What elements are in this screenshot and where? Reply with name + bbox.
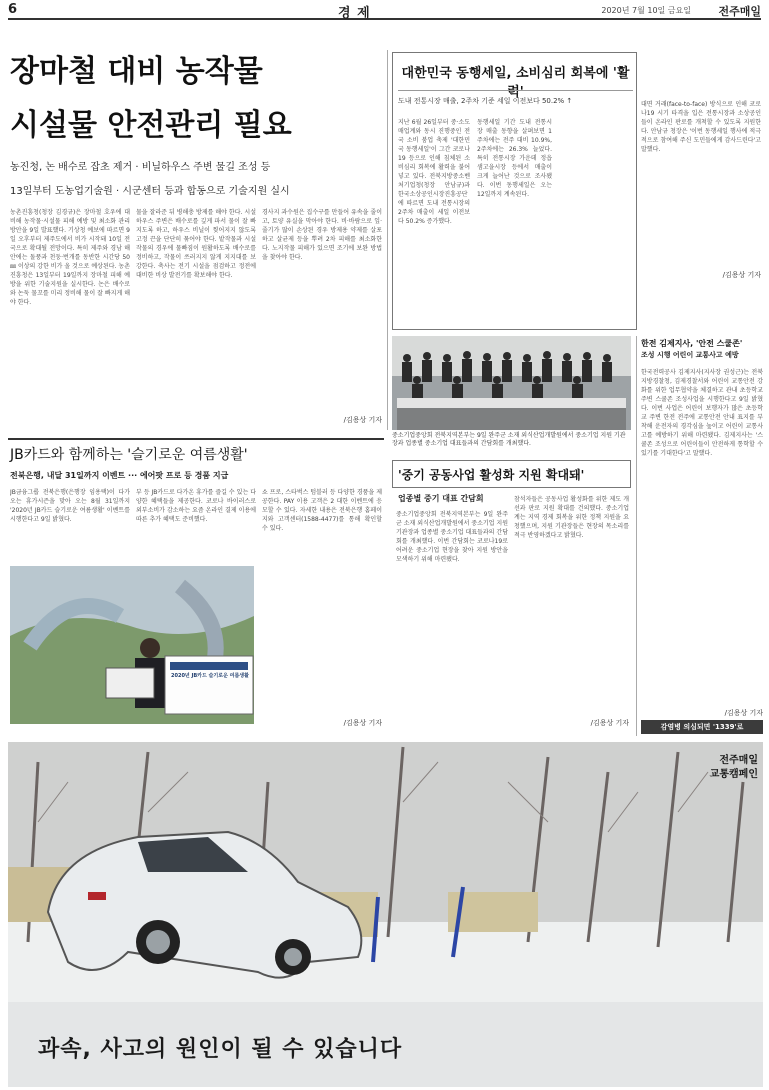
jbcard-title: JB카드와 함께하는 '슬기로운 여름생활' <box>10 447 248 463</box>
sale-article-title: 대한민국 동행세일, 소비심리 회복에 '활력' <box>401 66 630 100</box>
jbcard-photo <box>10 566 254 724</box>
health-ad-banner: 감염병 의심되면 '1339'로 <box>641 720 763 734</box>
meeting-photo <box>392 336 631 430</box>
lead-body-col3: 경사지 과수원은 집수구를 만들어 유속을 줄이고, 토양 유실을 막아야 한다. 비·바람으로 잎·줄기가 많이 손상된 경우 방제용 약제를 살포하고 살균제 등을 뿌려 2차 피해를 최소화한다. 노지작물 피해가 있으면 조기에 보완 방법을 찾아야 한다. <box>262 209 382 261</box>
kepco-title: 한전 김제지사, '안전 스쿨존' <box>641 339 743 348</box>
jbcard-body-col1: JB금융그룹 전북은행(은행장 임용택)이 다가오는 휴가시즌을 맞아 오는 8월 31일까지 '2020년 JB카드 슬기로운 여름생활' 이벤트를 시행한다고 9일 밝혔다. <box>10 489 130 523</box>
sme-body-col1: 중소기업중앙회 전북지역본부는 9일 완주군 소재 외식산업개발원에서 중소기업 지원 기관장과 업종별 중소기업 대표들과의 간담회를 개최했다. 이번 간담회는 코로나19로 어려운 중소기업 현장을 찾아 지원 방안을 모색하기 위해 마련됐다. <box>396 511 508 563</box>
jbcard-subtitle: 전북은행, 내달 31일까지 이벤트 ··· 에어팟 프로 등 경품 지급 <box>10 471 229 480</box>
kepco-byline: /김용상 기자 <box>724 709 763 717</box>
lead-title-line2: 시설물 안전관리 필요 <box>10 108 292 143</box>
page-number: 6 <box>8 2 18 17</box>
jbcard-byline: /김용상 기자 <box>343 719 382 727</box>
sale-byline: /김용상 기자 <box>722 271 761 279</box>
campaign-slogan: 과속, 사고의 원인이 될 수 있습니다 <box>38 1037 403 1062</box>
lead-body-col1: 농촌진흥청(청장 김경규)은 장마철 호우에 대비해 농작물·시설물 피해 예방 및 최소화 관리방안을 9일 발표했다. 기상청 예보에 따르면 9일 오후부터 제주도에서 비가 시작돼 10일 전국으로 확대될 전망이다. 특히 제주와 경남 해안에는 돌풍과 천둥·번개를 동반한 시간당 50㎜ 이상의 강한 비가 올 것으로 예상된다. 농촌진흥청은 13일부터 19일까지 장마철 피해 예방을 위한 기술지원을 실시한다. 논은 배수로와 논둑 물꼬를 미리 정비해 물이 잘 빠지게 해야 한다. <box>10 209 130 306</box>
column-divider-right <box>636 336 637 736</box>
sale-body-col2: 동행세일 기간 도내 전통시장 매출 동향을 살펴보면 1주차에는 전주 대비 10.9%, 2주차에는 26.3% 늘었다. 특히 전통시장 가운데 정읍 샘고을시장 등에서 매출이 크게 늘어난 것으로 조사됐다. 이번 동행세일은 오는 12일까지 계속된다. <box>477 119 552 198</box>
jbcard-body-col2: 부 등 JB카드로 다가온 휴가를 즐길 수 있는 다양한 혜택들을 제공한다. 코로나 바이러스로 외부소비가 감소하는 요즘 온라인 결제 이용에 따른 추가 혜택도 준비했다. <box>136 489 256 523</box>
lead-body-col2: 물을 잘라준 뒤 병해충 방제를 해야 한다. 시설하우스 주변은 배수로를 깊게 파서 물이 잘 빠지도록 하고, 하우스 비닐이 찢어지지 않도록 고정 끈을 단단히 묶어야 한다. 밭작물과 시설작물의 경우에 물빠짐이 원활하도록 배수로를 정비하고, 작물이 쓰러지지 않게 지지대를 보강한다. 축사는 전기 시설을 점검하고 정전에 대비한 비상 발전기를 확보해야 한다. <box>136 209 256 279</box>
lead-subtitle-2: 13일부터 도농업기술원 · 시군센터 등과 합동으로 기술지원 실시 <box>10 186 290 197</box>
lead-title-line1: 장마철 대비 농작물 <box>10 54 263 89</box>
sale-body-col1: 지난 6월 26일부터 중·소도매업계와 동시 진행중인 전국 소비 붐업 축제 '대한민국 동행세일'이 그간 코로나19 등으로 인해 침체된 소비심리 회복에 활력을 불어넣고 있다. 전북지방중소벤처기업청(청장 안남규)과 한국소상공인시장진흥공단에 따르면 도내 전통시장의 2주차 매출이 세일 이전보다 50.2% 증가했다. <box>398 119 470 225</box>
sme-article-title: '중기 공동사업 활성화 지원 확대돼' <box>398 468 585 482</box>
sme-body-col2: 참석자들은 공동사업 활성화를 위한 제도 개선과 판로 지원 확대를 건의했다. 중소기업계는 지역 경제 회복을 위한 정책 지원을 요청했으며, 지원 기관장들은 현장의 목소리를 적극 반영하겠다고 밝혔다. <box>514 496 629 539</box>
kepco-body: 한국전력공사 김제지사(지사장 권성근)는 전북지방경찰청, 김제경찰서와 어린이 교통안전 강화를 위한 업무협약을 체결하고 관내 초등학교 주변 스쿨존 조성사업을 시행한다고 9일 밝혔다. 이번 사업은 어린이 보행자가 많은 초등학교 주변 한전 전주에 교통안전 안내 표지를 부착해 운전자의 경각심을 높이고 어린이 교통사고를 예방하기 위해 마련됐다. 김제지사는 '스쿨존 조성으로 어린이들이 안전하게 통학할 수 있기를 기대한다'고 말했다. <box>641 369 763 457</box>
column-divider <box>387 50 388 430</box>
sale-body-col3: 대면 거래(face-to-face) 방식으로 인해 코로나19 시기 타격을 입은 전통시장과 소상공인들이 온라인 판로를 개척할 수 있도록 지원한다. 안남규 청장은 '이번 동행세일 행사에 적극적으로 참여해 주신 도민들에게 감사드린다'고 말했다. <box>641 101 761 153</box>
campaign-brand-line2: 교통캠페인 <box>709 769 758 780</box>
issue-date: 2020년 7월 10일 금요일 <box>601 6 691 15</box>
campaign-brand <box>658 754 758 782</box>
newspaper-brand: 전주매일 <box>718 5 761 18</box>
section-title: 경 제 <box>338 6 371 21</box>
section-rule <box>8 438 384 440</box>
kepco-subtitle: 조성 시행 어린이 교통사고 예방 <box>641 351 739 359</box>
traffic-campaign-photo <box>8 742 763 1087</box>
sme-article-subtitle: 업종별 중기 대표 간담회 <box>398 494 484 503</box>
title-rule <box>398 90 633 91</box>
jbcard-body-col3: 쇼 프로, 스타벅스 텀블러 등 다양한 경품을 제공한다. PAY 이용 고객은 2 대한 이벤트에 응모할 수 있다. 자세한 내용은 전북은행 홈페이지와 고객센터(1588-4477)를 통해 확인할 수 있다. <box>262 489 382 532</box>
sale-article-subtitle: 도내 전통시장 매출, 2주차 기준 세일 이전보다 50.2% ↑ <box>398 97 573 105</box>
lead-byline: /김용상 기자 <box>343 416 382 424</box>
campaign-brand-line1: 전주매일 <box>719 755 758 766</box>
meeting-photo-caption: 중소기업중앙회 전북지역본부는 9일 완주군 소재 외식산업개발원에서 중소기업 지원 기관장과 업종별 중소기업 대표들과의 간담회를 개최했다. <box>392 432 626 447</box>
lead-subtitle-1: 농진청, 논 배수로 잡초 제거 · 비닐하우스 주변 물길 조성 등 <box>10 162 271 173</box>
page-header <box>8 0 761 20</box>
lead-headline <box>10 52 370 146</box>
jbcard-banner-text: 2020년 JB카드 슬기로운 여름생활 <box>171 673 249 679</box>
sme-byline: /김용상 기자 <box>590 719 629 727</box>
